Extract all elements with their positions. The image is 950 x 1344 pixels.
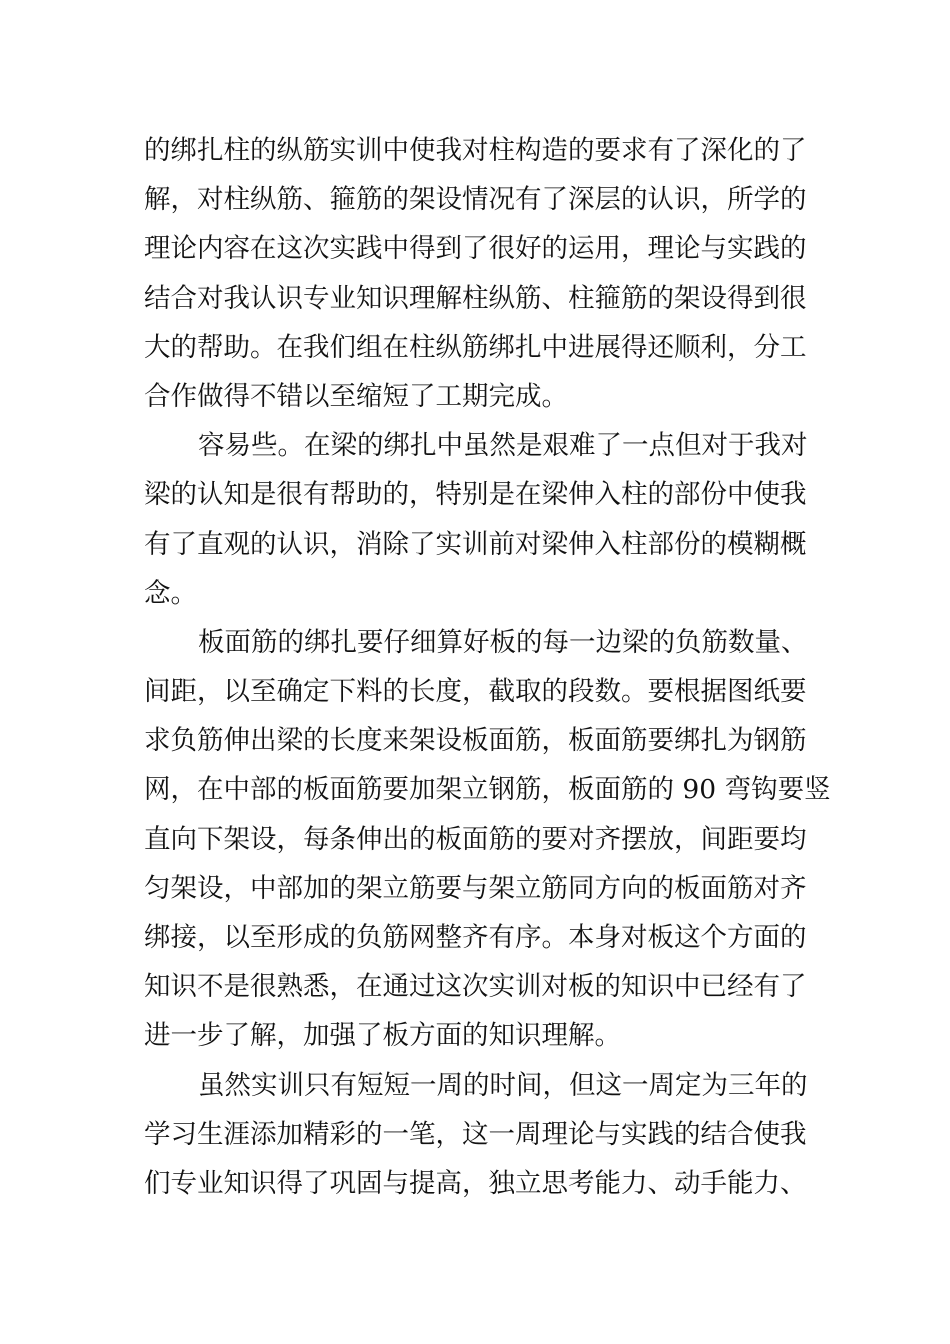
text-line: 直向下架设，每条伸出的板面筋的要对齐摆放，间距要均 (144, 823, 807, 855)
text-line: 匀架设，中部加的架立筋要与架立筋同方向的板面筋对齐 (144, 872, 807, 904)
paragraph-column-rebar (144, 126, 824, 421)
paragraph-summary (144, 1061, 824, 1209)
text-line: 板面筋的绑扎要仔细算好板的每一边梁的负筋数量、 (198, 626, 808, 658)
text-line: 网，在中部的板面筋要加架立钢筋，板面筋的 90 弯钩要竖 (144, 774, 831, 806)
text-line: 大的帮助。在我们组在柱纵筋绑扎中进展得还顺利，分工 (144, 331, 807, 363)
text-line: 进一步了解，加强了板方面的知识理解。 (144, 1020, 621, 1052)
text-line: 念。 (144, 577, 197, 609)
text-line: 们专业知识得了巩固与提高，独立思考能力、动手能力、 (144, 1167, 807, 1199)
text-line: 结合对我认识专业知识理解柱纵筋、柱箍筋的架设得到很 (144, 282, 807, 314)
text-line: 有了直观的认识，消除了实训前对梁伸入柱部份的模糊概 (144, 528, 807, 560)
document-body (144, 126, 831, 1208)
text-line: 理论内容在这次实践中得到了很好的运用，理论与实践的 (144, 233, 807, 265)
text-line: 学习生涯添加精彩的一笔，这一周理论与实践的结合使我 (144, 1118, 807, 1150)
text-line: 合作做得不错以至缩短了工期完成。 (144, 380, 568, 412)
text-line: 梁的认知是很有帮助的，特别是在梁伸入柱的部份中使我 (144, 479, 807, 511)
text-line: 容易些。在梁的绑扎中虽然是艰难了一点但对于我对 (198, 430, 808, 462)
text-line: 的绑扎柱的纵筋实训中使我对柱构造的要求有了深化的了 (144, 135, 807, 166)
paragraph-slab-rebar (144, 618, 831, 1061)
text-line: 绑接，以至形成的负筋网整齐有序。本身对板这个方面的 (144, 922, 807, 953)
text-line: 间距，以至确定下料的长度，截取的段数。要根据图纸要 (144, 676, 807, 708)
text-line: 解，对柱纵筋、箍筋的架设情况有了深层的认识，所学的 (144, 184, 807, 216)
text-line: 求负筋伸出梁的长度来架设板面筋，板面筋要绑扎为钢筋 (144, 725, 807, 757)
paragraph-beam-binding (144, 421, 824, 618)
text-line: 虽然实训只有短短一周的时间，但这一周定为三年的 (198, 1069, 808, 1101)
text-line: 知识不是很熟悉，在通过这次实训对板的知识中已经有了 (144, 971, 807, 1003)
